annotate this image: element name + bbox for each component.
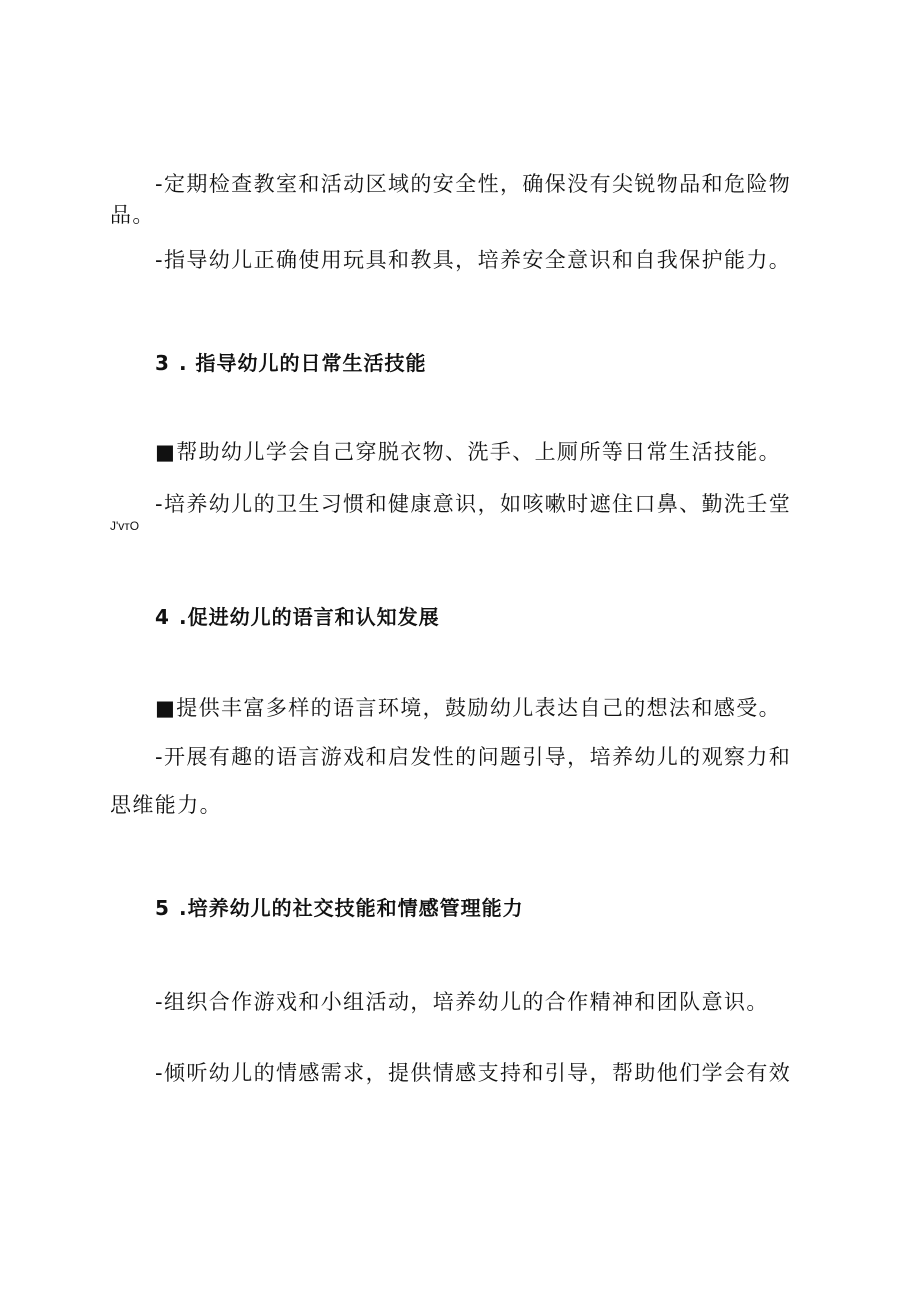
section-heading-4-title: .促进幼儿的语言和认知发展	[179, 605, 440, 629]
paragraph-language-games-line1: -开展有趣的语言游戏和启发性的问题引导，培养幼儿的观察力和	[155, 745, 792, 769]
paragraph-safety-check-line1: -定期检查教室和活动区域的安全性，确保没有尖锐物品和危险物	[155, 172, 792, 196]
section-heading-5-number: 5	[155, 896, 170, 920]
section-heading-3-title: . 指导幼儿的日常生活技能	[179, 351, 427, 375]
paragraph-daily-skills: ■帮助幼儿学会自己穿脱衣物、洗手、上厕所等日常生活技能。	[155, 440, 782, 464]
paragraph-emotional-support: -倾听幼儿的情感需求，提供情感支持和引导，帮助他们学会有效	[155, 1061, 792, 1085]
paragraph-language-games-line2: 思维能力。	[110, 793, 222, 817]
section-heading-3-number: 3	[155, 351, 170, 375]
paragraph-hygiene-garbled-text: J'vтO	[110, 519, 140, 533]
paragraph-cooperation-games: -组织合作游戏和小组活动，培养幼儿的合作精神和团队意识。	[155, 990, 769, 1014]
paragraph-safety-check-line2: 品。	[110, 203, 155, 227]
paragraph-hygiene-habits: -培养幼儿的卫生习惯和健康意识，如咳嗽时遮住口鼻、勤洗壬堂	[155, 492, 792, 516]
section-heading-3	[155, 346, 427, 380]
paragraph-language-environment: ■提供丰富多样的语言环境，鼓励幼儿表达自己的想法和感受。	[155, 696, 782, 720]
section-heading-5-title: .培养幼儿的社交技能和情感管理能力	[179, 896, 524, 920]
section-heading-4	[155, 600, 440, 634]
section-heading-4-number: 4	[155, 605, 170, 629]
section-heading-5	[155, 891, 524, 925]
paragraph-toy-guidance: -指导幼儿正确使用玩具和教具，培养安全意识和自我保护能力。	[155, 248, 792, 272]
